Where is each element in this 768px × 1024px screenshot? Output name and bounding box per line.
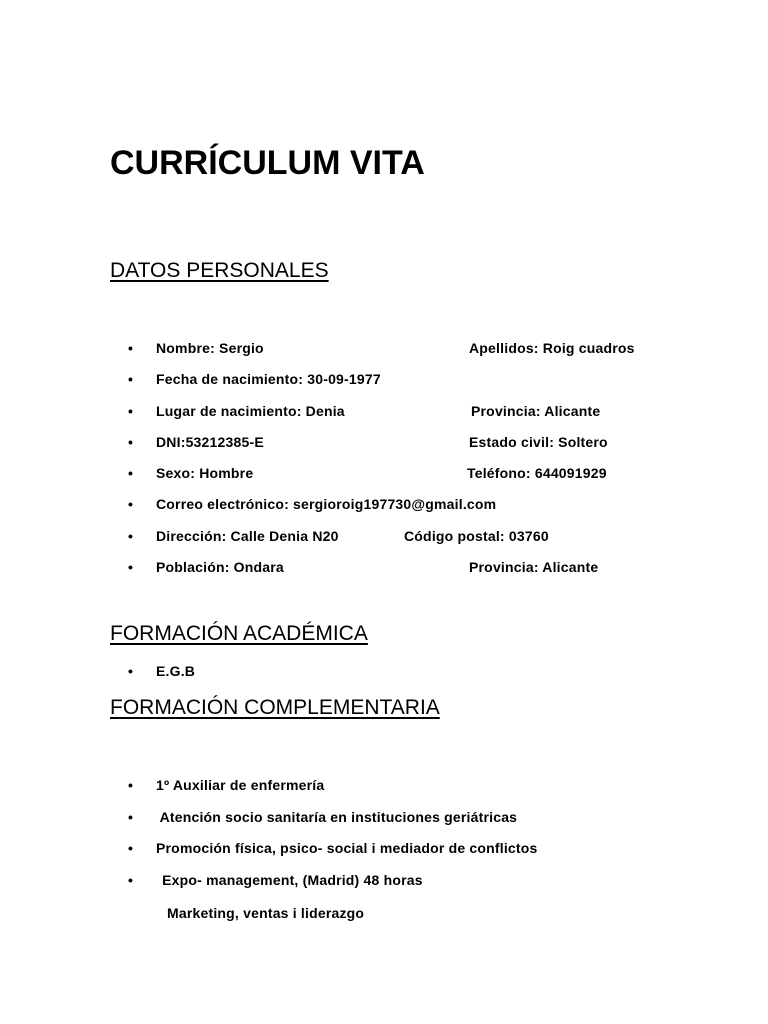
list-item [0,807,768,827]
list-item [0,369,768,389]
course-item: Atención socio sanitaría en instituciones geriátricas [156,809,518,825]
email-field: Correo electrónico: sergioroig197730@gmail.com [156,496,497,512]
bullet-icon: • [128,809,134,825]
sex-field: Sexo: Hombre [156,465,254,481]
bullet-icon: • [128,840,134,856]
marital-status-field: Estado civil: Soltero [469,434,608,450]
list-item [0,557,768,577]
surname-field: Apellidos: Roig cuadros [469,340,635,356]
bullet-icon: • [128,465,134,481]
list-item [0,432,768,452]
province-field: Provincia: Alicante [469,559,599,575]
course-item: Expo- management, (Madrid) 48 horas [158,872,423,888]
list-item [0,494,768,514]
course-item: 1º Auxiliar de enfermería [156,777,325,793]
bullet-icon: • [128,434,134,450]
first-name-field: Nombre: Sergio [156,340,264,356]
bullet-icon: • [128,496,134,512]
course-detail-line: Marketing, ventas i liderazgo [167,905,365,921]
dni-field: DNI:53212385-E [156,434,264,450]
list-item [0,463,768,483]
birth-place-field: Lugar de nacimiento: Denia [156,403,345,419]
list-item [0,838,768,858]
page-title: CURRÍCULUM VITA [110,144,425,182]
bullet-icon: • [128,340,134,356]
province-field: Provincia: Alicante [471,403,601,419]
bullet-icon: • [128,371,134,387]
bullet-icon: • [128,663,134,679]
list-item [0,526,768,546]
academic-item: E.G.B [156,663,196,679]
bullet-icon: • [128,777,134,793]
birth-date-field: Fecha de nacimiento: 30-09-1977 [156,371,381,387]
postal-code-field: Código postal: 03760 [404,528,549,544]
bullet-icon: • [128,559,134,575]
course-item: Promoción física, psico- social i mediador de conflictos [156,840,538,856]
list-item [0,775,768,795]
bullet-icon: • [128,872,134,888]
personal-data-heading: DATOS PERSONALES [110,259,329,282]
phone-field: Teléfono: 644091929 [467,465,607,481]
complementary-training-heading: FORMACIÓN COMPLEMENTARIA [110,696,440,719]
bullet-icon: • [128,403,134,419]
academic-training-heading: FORMACIÓN ACADÉMICA [110,622,368,645]
address-field: Dirección: Calle Denia N20 [156,528,339,544]
list-item [0,338,768,358]
bullet-icon: • [128,528,134,544]
list-item [0,870,768,890]
town-field: Población: Ondara [156,559,284,575]
list-item [0,401,768,421]
list-item [0,661,768,681]
